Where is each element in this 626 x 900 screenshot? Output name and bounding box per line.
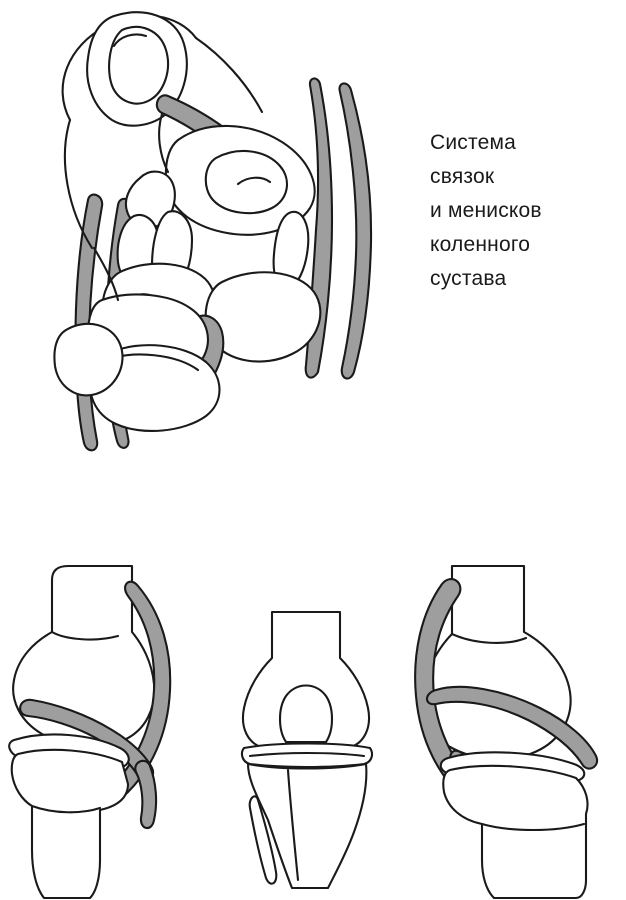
knee-overview-svg [10, 0, 410, 470]
ligament-band-collateral-right [339, 83, 371, 378]
knee-lateral-svg [0, 540, 215, 900]
bone-femoral-condyle-inner [206, 151, 287, 213]
ligament-thin-line-3 [196, 38, 262, 112]
caption-line-1: Система [430, 131, 516, 154]
bone-femoral-notch [280, 686, 332, 743]
knee-lateral-view [0, 540, 215, 900]
caption-line-3: и менисков [430, 199, 542, 222]
figure-caption [430, 126, 620, 296]
bone-tibia-lateral [12, 750, 128, 898]
knee-anterior-svg [228, 600, 388, 900]
bone-upper-patella-inner [109, 27, 168, 104]
caption-line-5: сустава [430, 267, 507, 290]
knee-medial-view [398, 540, 626, 900]
knee-medial-svg [398, 540, 626, 900]
knee-anterior-view [228, 600, 388, 900]
caption-line-4: коленного [430, 233, 531, 256]
bone-condyle-lower-left [54, 324, 122, 396]
caption-line-2: связок [430, 165, 495, 188]
knee-ligaments-meniscus-overview [10, 0, 410, 470]
bone-tibia-medial [443, 766, 587, 898]
